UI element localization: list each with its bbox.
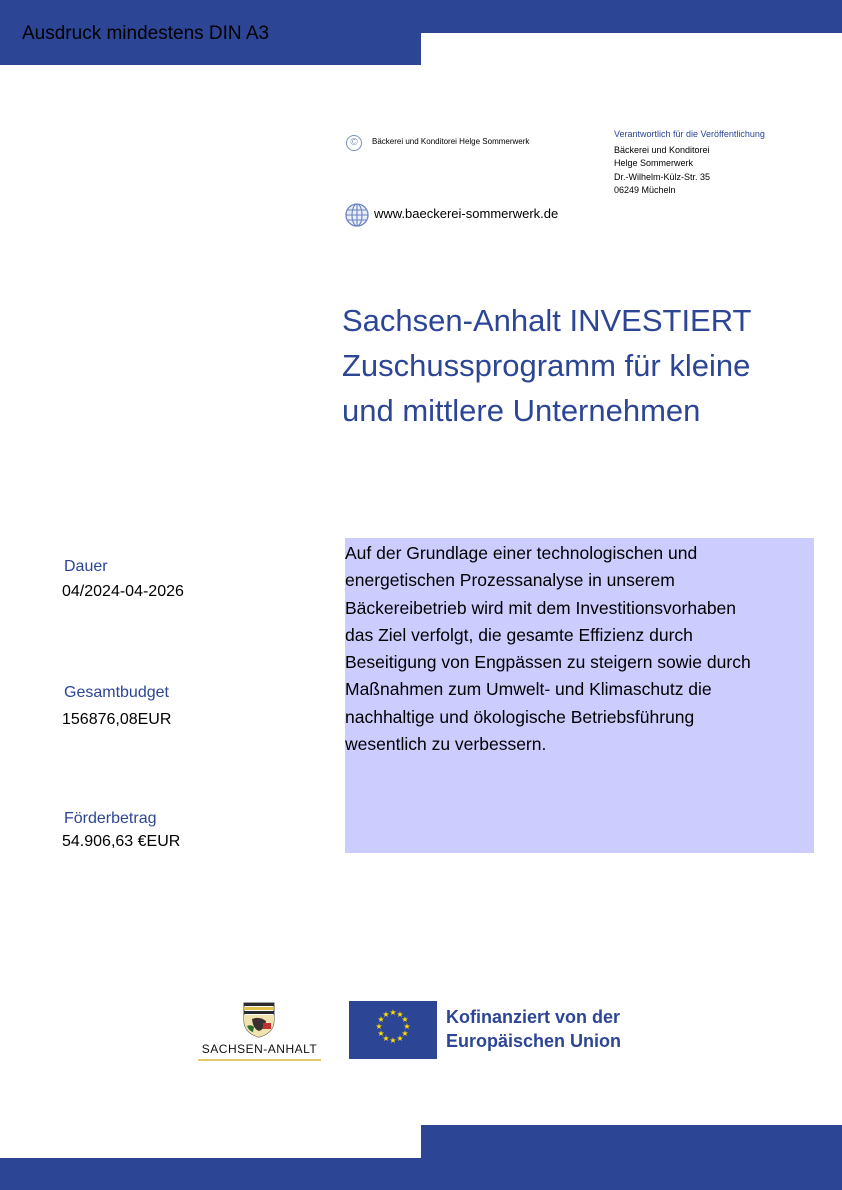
page-title-line: Zuschussprogramm für kleine <box>342 348 751 383</box>
responsible-line: 06249 Mücheln <box>614 185 676 195</box>
page-title-line: und mittlere Unternehmen <box>342 393 701 428</box>
bottom-banner-extension <box>421 1125 842 1158</box>
project-description-box <box>345 538 814 853</box>
duration-label: Dauer <box>64 558 108 575</box>
print-note: Ausdruck mindestens DIN A3 <box>22 23 270 44</box>
budget-value: 156876,08EUR <box>62 711 172 728</box>
svg-text:★: ★ <box>382 1034 390 1043</box>
responsible-line: Bäckerei und Konditorei <box>614 145 710 155</box>
svg-text:★: ★ <box>401 1015 409 1024</box>
responsible-line: Dr.-Wilhelm-Külz-Str. 35 <box>614 172 711 182</box>
sachsen-anhalt-logo <box>196 1000 323 1062</box>
eu-flag-icon <box>349 1001 437 1059</box>
duration-value: 04/2024-04-2026 <box>62 583 184 600</box>
eu-cofinanced-text <box>446 1005 621 1053</box>
svg-text:★: ★ <box>396 1010 404 1019</box>
svg-text:★: ★ <box>401 1029 409 1038</box>
website-link[interactable]: www.baeckerei-sommerwerk.de <box>374 206 559 221</box>
page-title <box>342 298 812 433</box>
eu-text-line: Europäischen Union <box>446 1031 622 1051</box>
project-description <box>345 540 814 758</box>
responsible-line: Helge Sommerwerk <box>614 158 694 168</box>
page-title-line: Sachsen-Anhalt INVESTIERT <box>342 303 752 338</box>
svg-text:★: ★ <box>389 1036 397 1045</box>
svg-text:★: ★ <box>396 1034 404 1043</box>
svg-text:★: ★ <box>375 1022 383 1031</box>
copyright-icon: © <box>346 135 362 151</box>
copyright-text: Bäckerei und Konditorei Helge Sommerwerk <box>372 137 530 146</box>
funding-label: Förderbetrag <box>64 810 157 827</box>
description-line: Auf der Grundlage einer technologischen und <box>345 543 698 563</box>
svg-text:★: ★ <box>389 1008 397 1017</box>
svg-text:★: ★ <box>382 1010 390 1019</box>
coat-of-arms-icon <box>241 1000 277 1038</box>
description-line: Bäckereibetrieb wird mit dem Investitionsvorhaben <box>345 597 737 618</box>
description-line: energetischen Prozessanalyse in unserem <box>345 570 675 591</box>
globe-icon <box>345 203 369 227</box>
budget-label: Gesamtbudget <box>64 684 169 701</box>
sachsen-anhalt-wordmark: SACHSEN-ANHALT <box>201 1042 318 1056</box>
description-line: nachhaltige und ökologische Betriebsführung <box>345 706 695 727</box>
description-line: Maßnahmen zum Umwelt- und Klimaschutz die <box>345 679 712 700</box>
svg-text:★: ★ <box>377 1029 385 1038</box>
sachsen-anhalt-underline <box>198 1059 321 1061</box>
eu-text-line: Kofinanziert von der <box>446 1007 621 1027</box>
funding-value: 54.906,63 €EUR <box>62 833 181 850</box>
svg-text:★: ★ <box>403 1022 411 1031</box>
description-line: wesentlich zu verbessern. <box>345 734 547 755</box>
responsible-title: Verantwortlich für die Veröffentlichung <box>614 129 765 139</box>
description-line: Beseitigung von Engpässen zu steigern sowie durch <box>345 652 751 673</box>
svg-text:★: ★ <box>377 1015 385 1024</box>
bottom-banner-bar <box>0 1158 842 1190</box>
description-line: das Ziel verfolgt, die gesamte Effizienz durch <box>345 624 693 645</box>
